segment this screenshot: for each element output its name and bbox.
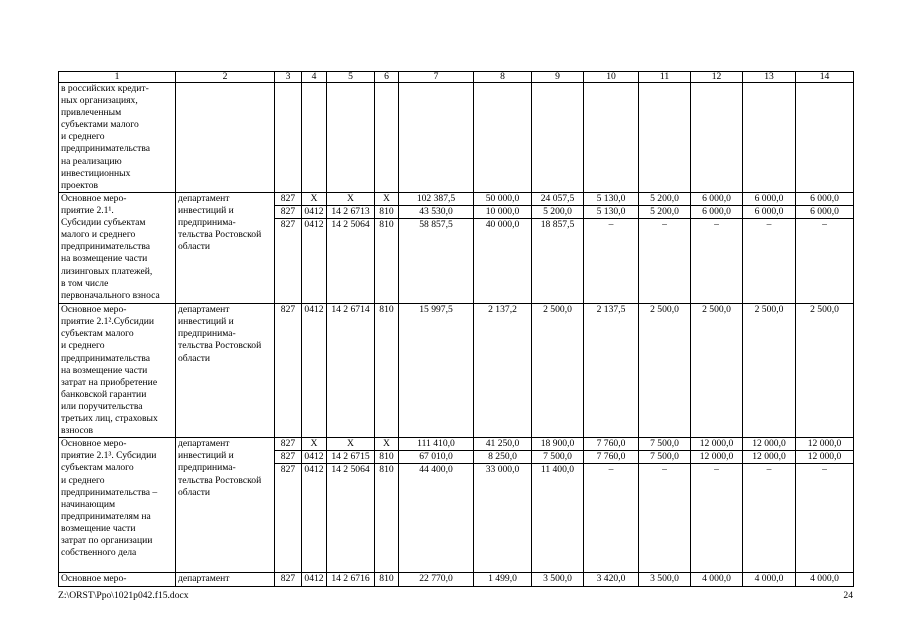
continuation-text-line: и среднего	[61, 131, 105, 143]
empty-cell	[375, 83, 399, 193]
value-cell: –	[796, 219, 854, 304]
measure-executor-line: тельства Ростовской	[178, 229, 262, 241]
measure-name-line: субъектам малого	[61, 462, 134, 474]
measure-executor-line: предпринима-	[178, 328, 236, 340]
value-cell: 18 857,5	[532, 219, 584, 304]
value-cell: 810	[375, 573, 399, 586]
measure-name-line: третьих лиц, страховых	[61, 413, 158, 425]
measure-name-line: начинающим	[61, 498, 116, 510]
value-cell: 3 420,0	[584, 573, 639, 586]
empty-cell	[796, 83, 854, 193]
value-cell: 810	[375, 304, 399, 438]
measure-name-line: первоначального взноса	[61, 289, 160, 301]
value-cell: 2 500,0	[532, 304, 584, 438]
value-cell: 827	[275, 464, 302, 573]
value-cell: 12 000,0	[691, 438, 743, 451]
value-cell: 0412	[302, 206, 327, 219]
measure-name-line: предпринимателям на	[61, 510, 151, 522]
continuation-text-line: предпринимательства	[61, 143, 151, 155]
measure-name-line: субъектам малого	[61, 328, 134, 340]
header-cell: 11	[639, 72, 691, 83]
value-cell: 7 500,0	[639, 438, 691, 451]
measure-name-line: в том числе	[61, 277, 109, 289]
measure-name-line: малого и среднего	[61, 229, 136, 241]
continuation-text-line: в российских кредит-	[61, 83, 149, 94]
value-cell: 12 000,0	[743, 438, 796, 451]
measure-name-line: Основное меро-	[61, 304, 127, 316]
value-cell: 810	[375, 451, 399, 464]
measure-executor-line: предпринима-	[178, 462, 236, 474]
value-cell: 5 130,0	[584, 206, 639, 219]
measure-executor-line: департамент	[178, 438, 230, 450]
empty-cell	[691, 83, 743, 193]
value-cell: 2 500,0	[796, 304, 854, 438]
value-cell: Х	[302, 438, 327, 451]
value-cell: –	[691, 219, 743, 304]
value-cell: 6 000,0	[691, 206, 743, 219]
value-cell: 827	[275, 304, 302, 438]
measure-name-line: затрат по организации	[61, 534, 153, 546]
value-cell: 12 000,0	[796, 438, 854, 451]
empty-cell	[327, 83, 375, 193]
continuation-text-line: субъектами малого	[61, 119, 139, 131]
table-row	[59, 193, 854, 206]
value-cell: 0412	[302, 451, 327, 464]
measure-executor-line: департамент	[178, 193, 230, 204]
value-cell: 827	[275, 438, 302, 451]
empty-cell	[743, 83, 796, 193]
value-cell: 14 2 6714	[327, 304, 375, 438]
table-row	[59, 304, 854, 438]
value-cell: 14 2 5064	[327, 219, 375, 304]
value-cell: 6 000,0	[691, 193, 743, 206]
measure-name-line: на возмещение части	[61, 253, 148, 265]
value-cell: –	[584, 464, 639, 573]
value-cell: 15 997,5	[399, 304, 474, 438]
footer-page-number: 24	[843, 590, 853, 601]
value-cell: 12 000,0	[743, 451, 796, 464]
continuation-text	[59, 83, 176, 193]
measure-name-line: приятие 2.1³. Субсидии	[61, 450, 157, 462]
value-cell: 0412	[302, 219, 327, 304]
budget-table	[58, 71, 854, 587]
value-cell: 12 000,0	[691, 451, 743, 464]
value-cell: 5 200,0	[639, 206, 691, 219]
value-cell: 5 130,0	[584, 193, 639, 206]
header-cell: 1	[59, 72, 176, 83]
continuation-text-line: проектов	[61, 179, 99, 191]
empty-cell	[176, 83, 275, 193]
value-cell: 6 000,0	[796, 206, 854, 219]
value-cell: 10 000,0	[474, 206, 532, 219]
value-cell: –	[743, 464, 796, 573]
measure-executor	[176, 193, 275, 304]
value-cell: –	[691, 464, 743, 573]
measure-executor	[176, 304, 275, 438]
value-cell: 12 000,0	[796, 451, 854, 464]
value-cell: 810	[375, 219, 399, 304]
header-cell: 8	[474, 72, 532, 83]
empty-cell	[474, 83, 532, 193]
header-row	[59, 72, 854, 83]
measure-name-line: предпринимательства	[61, 352, 151, 364]
value-cell: 0412	[302, 304, 327, 438]
value-cell: 14 2 6715	[327, 451, 375, 464]
value-cell: 2 500,0	[639, 304, 691, 438]
value-cell: 40 000,0	[474, 219, 532, 304]
measure-name: Основное меро-	[59, 573, 176, 586]
header-cell: 2	[176, 72, 275, 83]
value-cell: 7 500,0	[639, 451, 691, 464]
value-cell: 810	[375, 206, 399, 219]
measure-name-line: приятие 2.1¹.	[61, 205, 114, 217]
header-cell: 13	[743, 72, 796, 83]
value-cell: 7 760,0	[584, 451, 639, 464]
measure-name-line: собственного дела	[61, 547, 137, 559]
measure-executor-line: тельства Ростовской	[178, 340, 262, 352]
empty-cell	[532, 83, 584, 193]
measure-name-line: или поручительства	[61, 400, 143, 412]
measure-name-line: предпринимательства	[61, 241, 151, 253]
value-cell: –	[796, 464, 854, 573]
value-cell: 4 000,0	[743, 573, 796, 586]
measure-executor-line: инвестиций и	[178, 205, 234, 217]
measure-name-line: на возмещение части	[61, 364, 148, 376]
measure-executor-line: тельства Ростовской	[178, 474, 262, 486]
continuation-text-line: привлеченным	[61, 107, 122, 119]
value-cell: 44 400,0	[399, 464, 474, 573]
value-cell: 111 410,0	[399, 438, 474, 451]
value-cell: 7 500,0	[532, 451, 584, 464]
value-cell: –	[743, 219, 796, 304]
value-cell: 43 530,0	[399, 206, 474, 219]
value-cell: Х	[327, 193, 375, 206]
table-row	[59, 83, 854, 193]
empty-cell	[399, 83, 474, 193]
value-cell: 7 760,0	[584, 438, 639, 451]
measure-name	[59, 438, 176, 573]
value-cell: 14 2 5064	[327, 464, 375, 573]
value-cell: 14 2 6716	[327, 573, 375, 586]
value-cell: 3 500,0	[639, 573, 691, 586]
value-cell: 2 500,0	[691, 304, 743, 438]
value-cell: 58 857,5	[399, 219, 474, 304]
value-cell: –	[639, 464, 691, 573]
empty-cell	[302, 83, 327, 193]
measure-executor-line: департамент	[178, 304, 230, 316]
measure-name-line: Основное меро-	[61, 438, 127, 450]
header-cell: 5	[327, 72, 375, 83]
value-cell: 5 200,0	[639, 193, 691, 206]
value-cell: 11 400,0	[532, 464, 584, 573]
value-cell: 0412	[302, 464, 327, 573]
value-cell: 827	[275, 206, 302, 219]
header-cell: 3	[275, 72, 302, 83]
value-cell: 50 000,0	[474, 193, 532, 206]
empty-cell	[275, 83, 302, 193]
value-cell: 5 200,0	[532, 206, 584, 219]
header-cell: 10	[584, 72, 639, 83]
continuation-text-line: ных организациях,	[61, 95, 138, 107]
value-cell: 41 250,0	[474, 438, 532, 451]
value-cell: –	[584, 219, 639, 304]
value-cell: 67 010,0	[399, 451, 474, 464]
measure-name	[59, 304, 176, 438]
value-cell: 827	[275, 451, 302, 464]
empty-cell	[584, 83, 639, 193]
measure-name-line: взносов	[61, 425, 94, 437]
value-cell: 4 000,0	[691, 573, 743, 586]
measure-executor-line: области	[178, 352, 211, 364]
measure-name	[59, 193, 176, 304]
value-cell: 3 500,0	[532, 573, 584, 586]
value-cell: 6 000,0	[743, 206, 796, 219]
table-row	[59, 573, 854, 586]
header-cell: 14	[796, 72, 854, 83]
header-cell: 12	[691, 72, 743, 83]
value-cell: Х	[327, 438, 375, 451]
value-cell: –	[639, 219, 691, 304]
value-cell: Х	[302, 193, 327, 206]
value-cell: 827	[275, 219, 302, 304]
measure-name-line: возмещение части	[61, 522, 136, 534]
measure-name-line: предпринимательства –	[61, 486, 158, 498]
header-cell: 9	[532, 72, 584, 83]
value-cell: 6 000,0	[796, 193, 854, 206]
header-cell: 7	[399, 72, 474, 83]
value-cell: 14 2 6713	[327, 206, 375, 219]
value-cell: 2 137,2	[474, 304, 532, 438]
value-cell: 2 137,5	[584, 304, 639, 438]
value-cell: 102 387,5	[399, 193, 474, 206]
measure-name-line: Субсидии субъектам	[61, 217, 146, 229]
value-cell: 827	[275, 573, 302, 586]
measure-executor-line: области	[178, 486, 211, 498]
measure-executor-line: инвестиций и	[178, 450, 234, 462]
value-cell: Х	[375, 193, 399, 206]
measure-executor-line: области	[178, 241, 211, 253]
measure-name-line: банковской гарантии	[61, 388, 147, 400]
measure-name-line: лизинговых платежей,	[61, 265, 153, 277]
value-cell: 1 499,0	[474, 573, 532, 586]
measure-executor: департамент	[176, 573, 275, 586]
measure-name-line: и среднего	[61, 340, 105, 352]
continuation-text-line: на реализацию	[61, 155, 122, 167]
value-cell: 33 000,0	[474, 464, 532, 573]
value-cell: Х	[375, 438, 399, 451]
measure-executor-line: предпринима-	[178, 217, 236, 229]
continuation-text-line: инвестиционных	[61, 167, 131, 179]
empty-cell	[639, 83, 691, 193]
measure-name-line: Основное меро-	[61, 193, 127, 204]
footer-file-path: Z:\ORST\Ppo\1021p042.f15.docx	[58, 590, 189, 601]
value-cell: 22 770,0	[399, 573, 474, 586]
value-cell: 0412	[302, 573, 327, 586]
value-cell: 6 000,0	[743, 193, 796, 206]
value-cell: 8 250,0	[474, 451, 532, 464]
header-cell: 4	[302, 72, 327, 83]
header-cell: 6	[375, 72, 399, 83]
table-row	[59, 438, 854, 451]
value-cell: 4 000,0	[796, 573, 854, 586]
measure-name-line: затрат на приобретение	[61, 376, 158, 388]
measure-executor-line: инвестиций и	[178, 316, 234, 328]
measure-name-line: приятие 2.1².Субсидии	[61, 316, 154, 328]
measure-executor	[176, 438, 275, 573]
value-cell: 810	[375, 464, 399, 573]
value-cell: 24 057,5	[532, 193, 584, 206]
measure-name-line: и среднего	[61, 474, 105, 486]
value-cell: 18 900,0	[532, 438, 584, 451]
value-cell: 827	[275, 193, 302, 206]
value-cell: 2 500,0	[743, 304, 796, 438]
